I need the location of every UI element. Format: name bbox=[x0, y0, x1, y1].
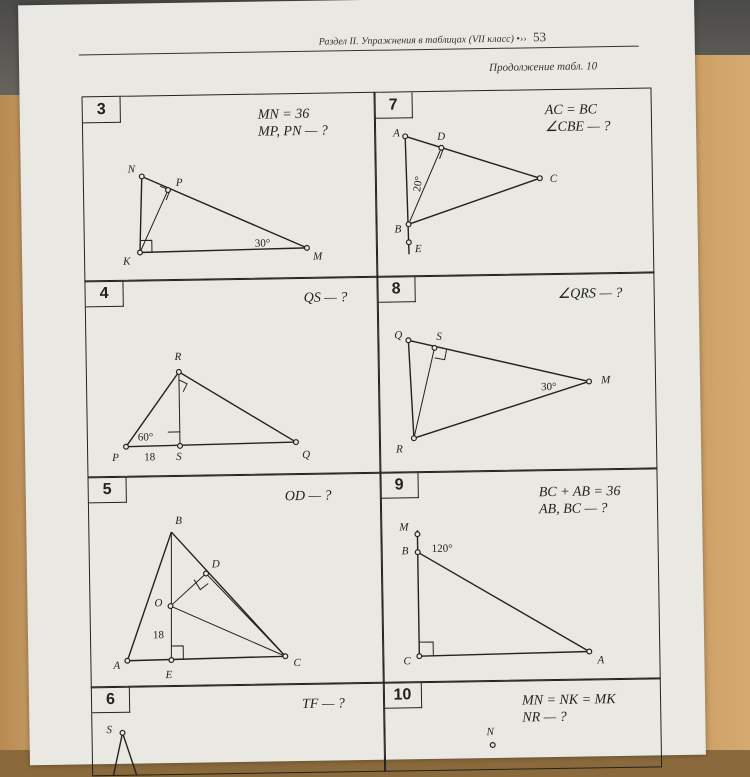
problem-7-cell bbox=[373, 87, 654, 277]
problem-8-label-r: R bbox=[396, 443, 403, 456]
problem-3-label-n: N bbox=[127, 163, 136, 176]
problem-9-label-m: M bbox=[399, 521, 409, 534]
problem-5-cell bbox=[87, 472, 384, 689]
problem-5-number: 5 bbox=[88, 477, 126, 504]
problem-3-number: 3 bbox=[83, 97, 121, 124]
problem-3-angle-label: 30° bbox=[254, 237, 271, 250]
problem-5-label-e: E bbox=[165, 669, 173, 682]
problem-5-label-a: A bbox=[113, 659, 121, 672]
problem-9-label-a: A bbox=[597, 654, 605, 667]
problem-9-figure bbox=[380, 468, 660, 683]
table-continued-note: Продолжение табл. 10 bbox=[489, 60, 598, 74]
problem-3-given-1: MN = 36 bbox=[257, 106, 310, 123]
problem-3-label-m: M bbox=[312, 250, 323, 263]
problem-4-cell bbox=[84, 276, 381, 479]
problem-8-label-m: M bbox=[600, 374, 611, 387]
problem-4-label-p: P bbox=[112, 451, 120, 464]
problem-7-label-e: E bbox=[414, 243, 422, 256]
problem-4-label-s: S bbox=[176, 450, 182, 463]
problem-9-given-1: BC + AB = 36 bbox=[538, 483, 621, 501]
problem-5-label-b: B bbox=[175, 514, 183, 527]
problem-8-label-s: S bbox=[436, 330, 442, 343]
problem-8-figure bbox=[377, 272, 657, 473]
problem-3-cell bbox=[82, 92, 379, 283]
problem-5-label-d: D bbox=[211, 558, 220, 571]
problem-5-given-1: OD — ? bbox=[284, 488, 332, 505]
problem-3-figure bbox=[83, 93, 379, 283]
problem-10-given-1: MN = NK = MK bbox=[521, 692, 616, 709]
problem-3-given-2: MP, PN — ? bbox=[257, 123, 328, 140]
problem-8-label-q: Q bbox=[394, 329, 403, 342]
problem-6-given-1: TF — ? bbox=[301, 696, 345, 713]
problem-6-label-s: S bbox=[106, 724, 113, 737]
problem-7-given-2: ∠CBE — ? bbox=[544, 119, 611, 136]
problem-7-label-b: B bbox=[394, 223, 402, 236]
problem-9-label-b: B bbox=[401, 545, 409, 558]
problem-5-label-o: O bbox=[154, 597, 163, 610]
problem-5-figure bbox=[88, 473, 384, 689]
problem-4-number: 4 bbox=[85, 281, 123, 308]
problem-5-label-c: C bbox=[293, 657, 301, 670]
problem-3-label-p: P bbox=[175, 176, 183, 189]
problem-8-number: 8 bbox=[377, 276, 415, 303]
textbook-page bbox=[18, 0, 706, 765]
problem-4-label-r: R bbox=[174, 350, 182, 363]
problem-9-cell bbox=[379, 467, 660, 683]
problem-7-label-d: D bbox=[437, 130, 446, 143]
running-title: Раздел II. Упражнения в таблицах (VII класс) bbox=[318, 33, 514, 48]
problem-6-number: 6 bbox=[92, 687, 130, 714]
problem-10-given-2: NR — ? bbox=[522, 709, 567, 726]
problem-8-angle-label: 30° bbox=[541, 380, 557, 394]
problem-10-label-n: N bbox=[486, 726, 494, 739]
problem-4-label-q: Q bbox=[302, 448, 311, 461]
problem-9-number: 9 bbox=[380, 472, 418, 499]
problem-10-number: 10 bbox=[384, 682, 422, 709]
problem-6-cell bbox=[91, 682, 386, 777]
problem-7-given-1: AC = BC bbox=[544, 102, 598, 119]
problem-8-cell bbox=[376, 271, 657, 473]
problem-5-length-label: 18 bbox=[152, 629, 165, 642]
page-number: 53 bbox=[532, 29, 547, 45]
problem-9-given-2: AB, BC — ? bbox=[538, 501, 608, 518]
problem-9-angle-label: 120° bbox=[431, 542, 453, 555]
problem-7-label-a: A bbox=[393, 127, 400, 140]
problem-10-figure bbox=[384, 678, 662, 771]
problem-7-angle-label: 20° bbox=[411, 175, 426, 193]
problem-3-label-k: K bbox=[123, 255, 131, 268]
problem-6-figure bbox=[92, 683, 386, 777]
problem-7-figure bbox=[374, 88, 654, 277]
problem-4-given-1: QS — ? bbox=[303, 290, 348, 306]
problem-7-number: 7 bbox=[374, 92, 412, 119]
header-bullets: •›› bbox=[516, 33, 527, 45]
problem-4-length-label: 18 bbox=[144, 451, 156, 464]
problem-4-figure bbox=[85, 277, 381, 479]
problem-8-given-1: ∠QRS — ? bbox=[557, 285, 623, 302]
problem-7-label-c: C bbox=[549, 172, 558, 186]
problem-4-angle-label: 60° bbox=[137, 431, 154, 444]
problem-9-label-c: C bbox=[403, 655, 411, 668]
problem-10-cell bbox=[383, 677, 662, 771]
